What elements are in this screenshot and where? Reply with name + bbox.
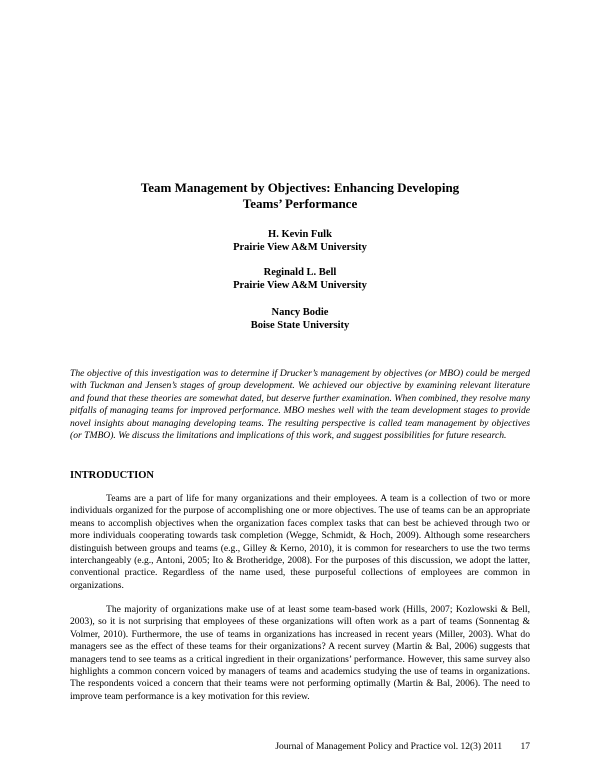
title-line-1: Team Management by Objectives: Enhancing Developing [140,180,460,195]
author-block-1 [60,228,540,254]
section-heading: INTRODUCTION [70,470,155,481]
body-paragraph-1: Teams are a part of life for many organizations and their employees. A team is a collection of two or more individuals organized for the purpose of accomplishing one or more objectives. The use of teams can be an appropriate means to accomplish objectives when the organization faces complex tasks that can best be achieved through two or more individuals cooperating towards task completion (Wegge, Schmidt, & Hoch, 2009). Although some researchers distinguish between groups and teams (e.g., Gilley & Kerno, 2010), it is common for researchers to use the two terms interchangeably (e.g., Antoni, 2005; Ito & Brotheridge, 2008). For the purposes of this discussion, we adopt the latter, conventional practice. Regardless of the name used, these purposeful collections of employees are common in organizations. [70,493,530,591]
title-line-2: Teams’ Performance [242,196,358,211]
page-footer [275,742,530,752]
paper-title [60,180,540,212]
author-name: Nancy Bodie [271,307,329,318]
author-block-3 [60,306,540,332]
author-name: Reginald L. Bell [263,267,337,278]
author-affiliation: Boise State University [250,320,350,331]
author-block-2 [60,266,540,292]
page-number: 17 [520,742,530,752]
abstract: The objective of this investigation was to determine if Drucker’s management by objectives (or MBO) could be merged with Tuckman and Jensen’s stages of group development. We achieved our objective by examining relevant literature and found that these theories are somewhat dated, but deserve further examination. When combined, they resolve many pitfalls of managing teams for improved performance. MBO meshes well with the team development stages to provide novel insights about managing developing teams. The resulting perspective is called team management by objectives (or TMBO). We discuss the limitations and implications of this work, and suggest possibilities for future research. [70,368,530,442]
author-affiliation: Prairie View A&M University [233,280,367,291]
author-name: H. Kevin Fulk [268,229,332,240]
journal-citation: Journal of Management Policy and Practice vol. 12(3) 2011 [275,742,503,752]
author-affiliation: Prairie View A&M University [233,242,367,253]
body-paragraph-2: The majority of organizations make use of at least some team-based work (Hills, 2007; Kozlowski & Bell, 2003), so it is not surprising that employees of these organizations will often work as a part of teams (Sonnentag & Volmer, 2010). Furthermore, the use of teams in organizations has increased in recent years (Miller, 2003). What do managers see as the effect of these teams for their organizations? A recent survey (Martin & Bal, 2006) suggests that managers tend to see teams as a critical ingredient in their organizations’ performance. However, this same survey also highlights a common concern voiced by managers of teams and academics studying the use of teams in organizations. The respondents voiced a concern that their teams were not performing optimally (Martin & Bal, 2006). The need to improve team performance is a key motivation for this review. [70,604,530,702]
